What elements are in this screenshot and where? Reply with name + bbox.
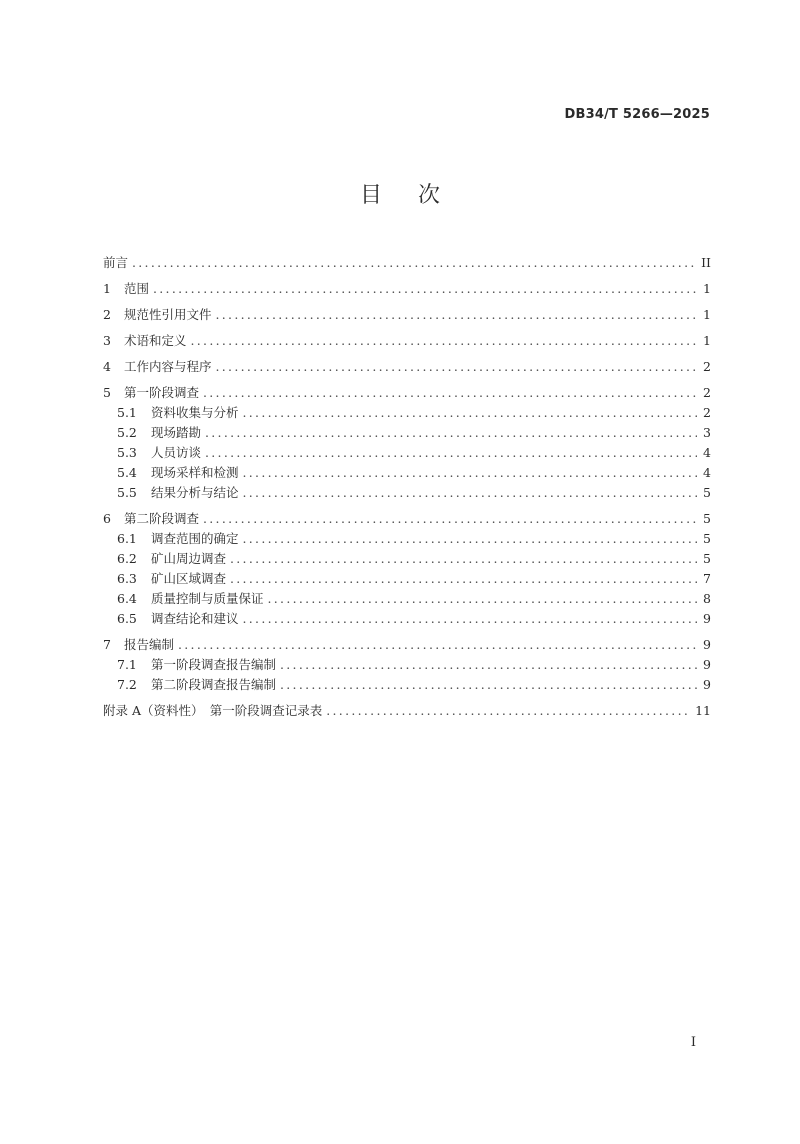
toc-entry-label: 工作内容与程序 [124,359,212,374]
toc-entry-label: 结果分析与结论 [151,485,239,500]
dot-leader [230,551,697,566]
table-of-contents [103,252,711,720]
toc-entry-number: 5.4 [117,464,137,480]
toc-entry-number: 5.2 [117,424,137,440]
dot-leader [205,445,697,460]
toc-entry-page: 1 [703,332,711,348]
toc-entry-number: 7 [103,636,111,652]
toc-entry[interactable] [103,508,711,528]
toc-entry-page: 5 [703,530,711,546]
toc-entry-number: 4 [103,358,111,374]
toc-entry-number: 7.1 [117,656,137,672]
toc-entry[interactable] [103,422,711,442]
dot-leader [326,703,691,718]
toc-entry-number: 6.1 [117,530,137,546]
toc-entry-label: 第二阶段调查 [124,511,200,526]
toc-entry-label: 质量控制与质量保证 [151,591,264,606]
toc-entry[interactable] [103,588,711,608]
dot-leader [280,657,697,672]
toc-entry-label: 人员访谈 [151,445,202,460]
toc-entry-page: 9 [703,636,711,652]
toc-entry-page: 7 [703,570,711,586]
toc-entry-page: 3 [703,424,711,440]
dot-leader [243,611,697,626]
toc-entry-page: 4 [703,464,711,480]
toc-entry-label: 现场踏勘 [151,425,202,440]
toc-entry-label: 第一阶段调查 [124,385,200,400]
toc-entry[interactable] [103,482,711,502]
toc-entry[interactable] [103,608,711,628]
dot-leader [243,465,697,480]
toc-entry-page: 1 [703,280,711,296]
toc-entry-number: 3 [103,332,111,348]
toc-entry-label: 调查结论和建议 [151,611,239,626]
toc-entry-number: 6.4 [117,590,137,606]
toc-entry-page: 4 [703,444,711,460]
toc-entry[interactable] [103,462,711,482]
toc-entry-number: 6.2 [117,550,137,566]
toc-entry-number: 1 [103,280,111,296]
toc-entry-label: 第二阶段调查报告编制 [151,677,277,692]
toc-entry-number: 6.5 [117,610,137,626]
toc-entry-page: 1 [703,306,711,322]
toc-entry-page: 5 [703,550,711,566]
dot-leader [216,307,697,322]
toc-entry-number: 6 [103,510,111,526]
toc-entry[interactable] [103,402,711,422]
page-number: I [690,1035,696,1050]
toc-entry-label: 前言 [103,255,129,270]
toc-entry-page: 11 [695,702,711,718]
dot-leader [178,637,697,652]
toc-entry[interactable] [103,382,711,402]
dot-leader [230,571,697,586]
toc-entry-label: 报告编制 [124,637,175,652]
toc-entry[interactable] [103,634,711,654]
toc-entry-label: 第一阶段调查报告编制 [151,657,277,672]
toc-entry-number: 2 [103,306,111,322]
toc-entry-page: 9 [703,656,711,672]
dot-leader [268,591,697,606]
toc-entry-page: 5 [703,484,711,500]
toc-entry[interactable] [103,568,711,588]
toc-entry[interactable] [103,654,711,674]
page-title: 目次 [359,183,476,208]
dot-leader [203,511,697,526]
toc-entry-number: 7.2 [117,676,137,692]
toc-entry-page: 9 [703,676,711,692]
toc-entry-label: 规范性引用文件 [124,307,212,322]
dot-leader [203,385,697,400]
toc-entry-page: II [701,254,711,270]
toc-entry-label: 现场采样和检测 [151,465,239,480]
toc-entry-label: 附录 A（资料性） 第一阶段调查记录表 [103,703,323,718]
toc-entry-label: 范围 [124,281,150,296]
toc-entry-page: 9 [703,610,711,626]
dot-leader [280,677,697,692]
toc-entry[interactable] [103,674,711,694]
dot-leader [243,531,697,546]
dot-leader [243,405,697,420]
toc-entry[interactable] [103,548,711,568]
toc-entry[interactable] [103,330,711,350]
toc-entry-number: 5 [103,384,111,400]
toc-entry-page: 5 [703,510,711,526]
dot-leader [243,485,697,500]
toc-entry[interactable] [103,442,711,462]
toc-entry[interactable] [103,252,711,272]
toc-entry-number: 5.3 [117,444,137,460]
toc-entry-label: 调查范围的确定 [151,531,239,546]
toc-entry-label: 术语和定义 [124,333,187,348]
dot-leader [216,359,697,374]
standard-number: DB34/T 5266—2025 [564,107,710,122]
toc-entry-page: 2 [703,384,711,400]
toc-entry[interactable] [103,356,711,376]
toc-entry[interactable] [103,528,711,548]
toc-entry-number: 6.3 [117,570,137,586]
dot-leader [205,425,697,440]
toc-entry[interactable] [103,700,711,720]
dot-leader [191,333,697,348]
toc-entry-page: 2 [703,358,711,374]
toc-entry-page: 2 [703,404,711,420]
toc-entry-number: 5.5 [117,484,137,500]
toc-entry-label: 矿山区域调查 [151,571,227,586]
toc-entry[interactable] [103,278,711,298]
toc-entry[interactable] [103,304,711,324]
dot-leader [153,281,697,296]
toc-entry-label: 资料收集与分析 [151,405,239,420]
toc-entry-number: 5.1 [117,404,137,420]
toc-entry-label: 矿山周边调查 [151,551,227,566]
dot-leader [132,255,697,270]
toc-entry-page: 8 [703,590,711,606]
